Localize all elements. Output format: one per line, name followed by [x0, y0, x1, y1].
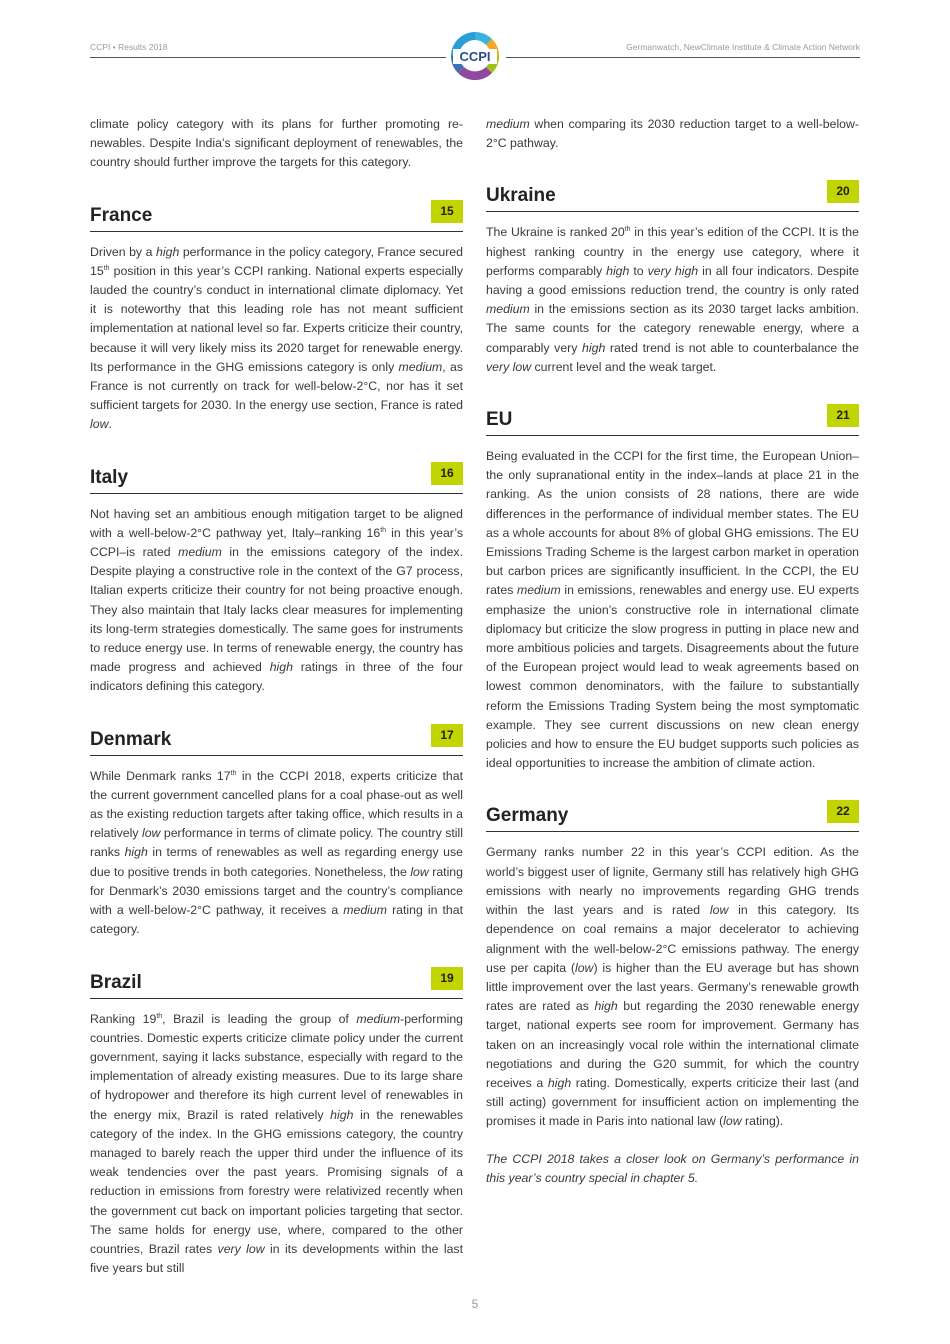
section-title: Denmark — [90, 728, 172, 750]
rank-badge: 22 — [827, 800, 859, 823]
left-column — [90, 115, 463, 1278]
section-italy — [90, 457, 463, 697]
section-body: While Denmark ranks 17th in the CCPI 2018, experts criticize that the current government cancelled plans for a coal phase-out as well as the existing reduction targets after taking office, which results in a relatively low performance in terms of climate policy. The country still ranks high in terms of renewables as well as regarding energy use due to positive trends in both categories. Nonetheless, the low rating for Denmark’s 2030 emissions target and the country’s compliance with a well-below-2°C pathway, it receives a medium rating in that category. — [90, 768, 464, 937]
section-body: Not having set an ambitious enough mitigation target to be aligned with a well-below-2°C pathway yet, Italy–ranking 16th in this year’s CCPI–is rated medium in the emissions category of the index. Despite playing a constructive role in the context of the G7 process, Italian experts criticize their country for not being proactive enough. They also maintain that Italy lacks clear measures for implementing its long-term strategies domestically. The same goes for instruments to reduce energy use. In terms of renewable energy, the country has made progress and achieved high ratings in three of the four indicators defining this category. — [90, 506, 463, 694]
rank-badge: 20 — [827, 180, 859, 203]
section-ukraine — [486, 175, 859, 377]
header-rule-left — [90, 57, 446, 58]
section-eu — [486, 399, 859, 773]
section-body: Ranking 19th, Brazil is leading the group of medium-performing countries. Domestic experts criticize climate policy under the current government, saying it lacks substance, especially with regard to the implementation of already existing measures. Due to its large share of hydropower and therefore its high current level of renewables in the energy mix, Brazil is rated relatively high in the renewables category of the index. In the GHG emissions category, the country managed to barely reach the upper third under the influence of its weak tendencies over the past years. Promising signals of a reduction in emissions from forestry were relativized recently when the government cut back on important policies targeting that sector. The same holds for energy use, where, compared to the other countries, Brazil rates very low in its developments within the last five years but still — [90, 1011, 463, 1276]
section-body: Being evaluated in the CCPI for the first time, the European Union–the only supranational entity in the index–lands at place 21 in the ranking. As the union consists of 28 nations, there are wide differences in the performance of individual member states. The EU as a whole accounts for about 8% of global GHG emissions. The EU Emissions Trading Scheme is the largest carbon market in operation but carbon prices are significantly insufficient. In the CCPI, the EU rates medium in emissions, renewables and energy use. EU experts emphasize the union’s constructive role in international climate diplomacy but criticize the slow progress in putting in place new and more ambitious policies and targets. Disagreements about the future of the European project would lead to weak agreements based on lowest common denominators, with the failure to substantially reform the Emissions Trading System being the most symptomatic example. They see current discussions on new clean energy policies and how to ensure the EU budget supports such policies as ideal opportunities to increase the ambition of climate action. — [486, 449, 859, 771]
rank-badge: 19 — [431, 967, 463, 990]
brazil-continued-paragraph: medium when comparing its 2030 reduction target to a well-below-2°C pathway. — [486, 117, 859, 151]
ccpi-logo-text: CCPI — [459, 49, 491, 64]
header-rule-right — [506, 57, 860, 58]
section-germany — [486, 795, 859, 1187]
germany-special-note: The CCPI 2018 takes a closer look on Germany’s performance in this year’s country special in chapter 5. — [486, 1151, 859, 1185]
section-body: Driven by a high performance in the policy category, France secured 15th position in this year’s CCPI ranking. National experts especially lauded the country’s conduct in international climate diplomacy. Yet it is noteworthy that this leading role has not meant sufficient implementation at national level so far. Experts criticize their country, because it will very likely miss its 2020 target for renewable energy. Its performance in the GHG emissions category is only medium, as France is not currently on track for well-below-2°C, nor has it set sufficient targets for 2030. In the energy use section, France is rated low. — [90, 244, 463, 432]
rank-badge: 21 — [827, 404, 859, 427]
ccpi-logo — [443, 28, 507, 84]
header-right-text: Germanwatch, NewClimate Institute & Climate Action Network — [626, 42, 860, 52]
section-title: Italy — [90, 466, 129, 488]
rank-badge: 17 — [431, 724, 463, 747]
rank-badge: 15 — [431, 200, 463, 223]
section-brazil — [90, 962, 463, 1279]
section-body: Germany ranks number 22 in this year’s CCPI edition. As the world’s biggest user of lignite, Germany still has relatively high GHG emissions with nearly no improvements regarding GHG trends within the last years and is rated low in this category. Its dependence on coal remains a major decelerator to achieving alignment with the well-below-2°C emissions pathway. The energy use per capita (low) is higher than the EU average but has shown little improvement over the last years. Germany’s renewable growth rates are rated as high but regarding the 2030 renewable energy target, national experts see room for improvement. Germany has taken on an increasingly vocal role within the international climate negotiations and during the G20 summit, for which the country receives a high rating. Domestically, experts criticize their last (and still acting) government for insufficient action on implementing the promises it made in Paris into national law (low rating). — [486, 845, 860, 1129]
rank-badge: 16 — [431, 462, 463, 485]
section-title: France — [90, 204, 153, 226]
section-title: Ukraine — [486, 185, 556, 207]
page-number: 5 — [471, 1297, 479, 1311]
section-title: EU — [486, 409, 513, 431]
section-body: The Ukraine is ranked 20th in this year’s edition of the CCPI. It is the highest ranking country in the energy use category, where it performs comparably high to very high in all four indicators. Despite having a good emissions reduction trend, the country is only rated medium in the emissions section as its 2030 target lacks ambition. The same counts for the category renewable energy, where a comparably very high rated trend is not able to counterbalance the very low current level and the weak target. — [486, 225, 859, 374]
section-denmark — [90, 719, 463, 940]
section-title: Germany — [486, 805, 569, 827]
intro-continued-paragraph: climate policy category with its plans for further promoting renewables. Despite India’s significant deployment of renewables, the country should further improve the targets for this category. — [90, 117, 463, 170]
section-title: Brazil — [90, 971, 142, 993]
right-column — [486, 115, 859, 1188]
section-france — [90, 195, 463, 435]
header-left-text: CCPI • Results 2018 — [90, 42, 168, 52]
